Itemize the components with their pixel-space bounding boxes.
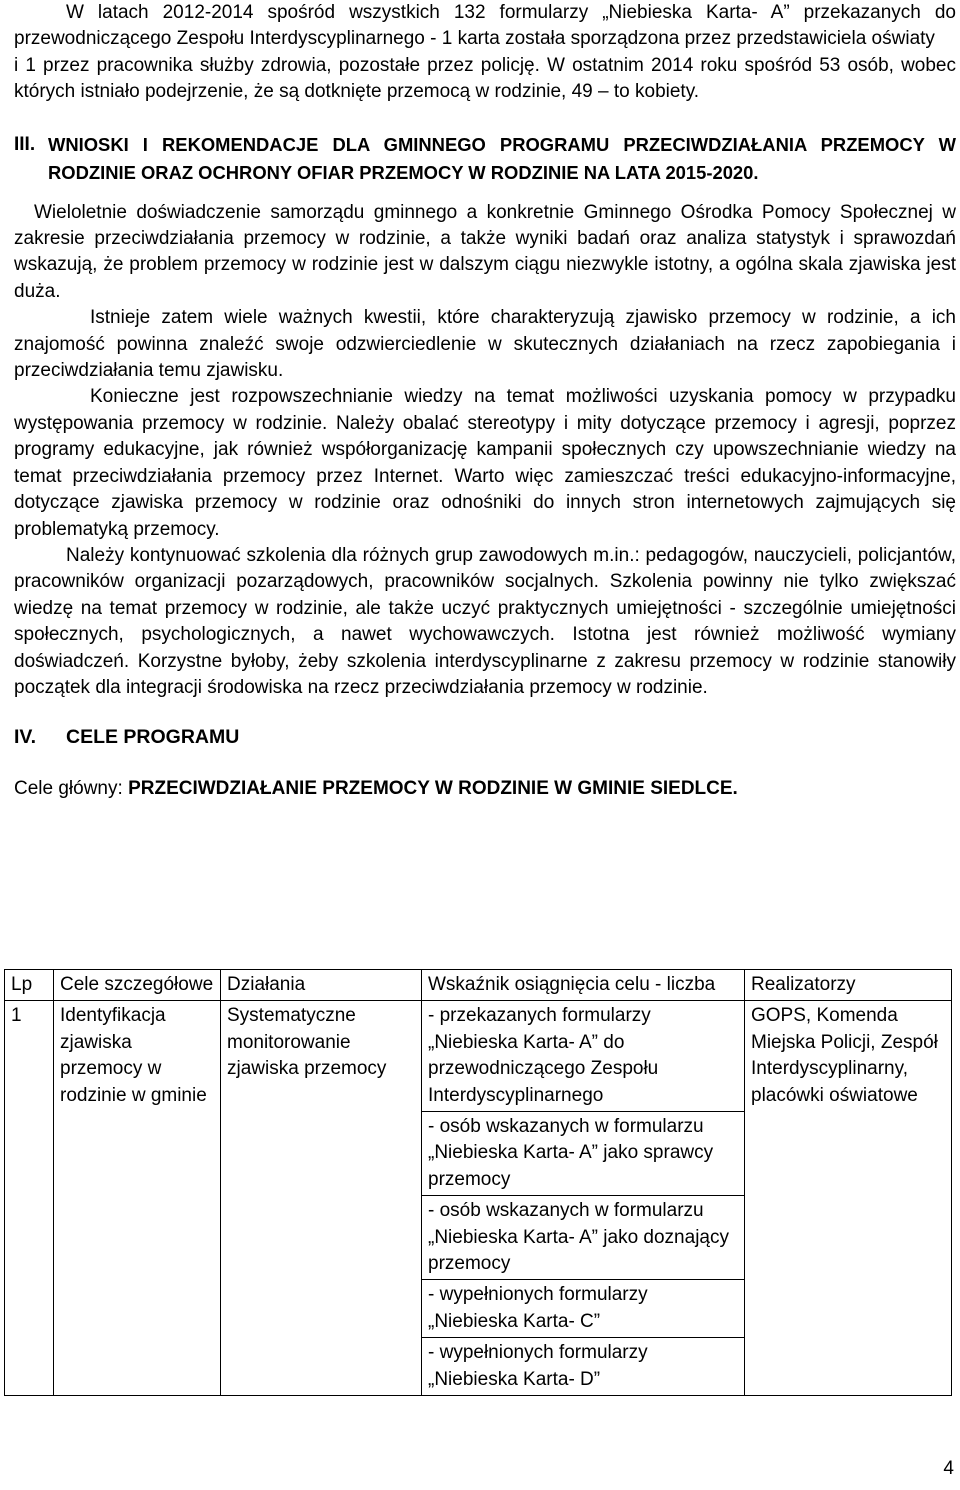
row-dzialania: Systematyczne monitorowanie zjawiska przemocy <box>221 1001 422 1396</box>
section-3-heading <box>14 131 956 187</box>
section-3-paragraph-4: Należy kontynuować szkolenia dla różnych grup zawodowych m.in.: pedagogów, nauczycieli, policjantów, pracowników organizacji pozarządowych, pracowników socjalnych. Szkolenia powinny nie tylko zwiększać wiedzę na temat przemocy w rodzinie, ale także uczyć praktycznych umiejętności - szczególnie umiejętności społecznych, psychologicznych, a nawet wychowawczych. Istotna jest również możliwość wymiany doświadczeń. Korzystne byłoby, żeby szkolenia interdyscyplinarne z zakresu przemocy w rodzinie stanowiły początek dla integracji środowiska na rzecz przeciwdziałania przemocy w rodzinie. <box>14 544 956 698</box>
row-wskazniki <box>422 1001 745 1396</box>
indicator-item: - przekazanych formularzy „Niebieska Karta- A” do przewodniczącego Zespołu Interdyscyplinarnego <box>428 1005 659 1106</box>
main-goal <box>14 775 956 803</box>
section-3-number: III. <box>14 133 36 155</box>
section-4-heading <box>14 723 956 751</box>
section-3-title: WNIOSKI I REKOMENDACJE DLA GMINNEGO PROGRAMU PRZECIWDZIAŁANIA PRZEMOCY W RODZINIE ORAZ OCHRONY OFIAR PRZEMOCY W RODZINIE NA LATA 2015-2020. <box>48 133 956 183</box>
section-3-paragraph-3: Konieczne jest rozpowszechnianie wiedzy na temat możliwości uzyskania pomocy w przypadku występowania przemocy w rodzinie. Należy obalać stereotypy i mity dotyczące przemocy i agresji, poprzez programy edukacyjne, jak również współorganizację kampanii społecznych czy upowszechnianie wiedzy na temat przeciwdziałania przemocy przez Internet. Warto więc zamieszczać treści edukacyjno-informacyjne, dotyczące zjawiska przemocy w rodzinie oraz odnośniki do innych stron internetowych zajmujących się problematyką przemocy. <box>14 386 956 540</box>
indicator-item: - osób wskazanych w formularzu „Niebieska Karta- A” jako doznający przemocy <box>422 1195 744 1279</box>
section-3-paragraph-1: Wieloletnie doświadczenie samorządu gminnego a konkretnie Gminnego Ośrodka Pomocy Społecznej w zakresie przeciwdziałania przemocy w rodzinie, a także wyniki badań oraz analiza statystyk i sprawozdań wskazują, że problem przemocy w rodzinie jest w dalszym ciągu niezwykle istotny, a ogólna skala zjawiska jest duża. <box>14 201 956 302</box>
row-realizatorzy: GOPS, Komenda Miejska Policji, Zespół Interdyscyplinarny, placówki oświatowe <box>745 1001 952 1396</box>
indicator-item: - wypełnionych formularzy „Niebieska Karta- C” <box>422 1279 744 1337</box>
row-lp: 1 <box>5 1001 54 1396</box>
section-4-title: CELE PROGRAMU <box>66 726 240 749</box>
header-dzialania: Działania <box>221 970 422 1001</box>
intro-paragraph-2: i 1 przez pracownika służby zdrowia, pozostałe przez policję. W ostatnim 2014 roku spośród 53 osób, wobec których istniało podejrzenie, że są dotknięte przemocą w rodzinie, 49 – to kobiety. <box>14 54 956 103</box>
section-4-number: IV. <box>14 726 37 749</box>
header-lp: Lp <box>5 970 54 1001</box>
table-row <box>5 1001 952 1396</box>
program-goals-table <box>4 969 952 1396</box>
main-goal-text: PRZECIWDZIAŁANIE PRZEMOCY W RODZINIE W GMINIE SIEDLCE. <box>128 778 738 800</box>
indicator-item: - osób wskazanych w formularzu „Niebieska Karta- A” jako sprawcy przemocy <box>422 1111 744 1195</box>
section-3-paragraph-2: Istnieje zatem wiele ważnych kwestii, które charakteryzują zjawisko przemocy w rodzinie, a ich znajomość powinna znaleźć swoje odzwierciedlenie w skutecznych działaniach na rzecz zapobiegania i przeciwdziałania temu zjawisku. <box>14 307 956 382</box>
main-goal-label: Cele główny: <box>14 778 129 800</box>
header-wskaznik: Wskaźnik osiągnięcia celu - liczba <box>422 970 745 1001</box>
header-realizatorzy: Realizatorzy <box>745 970 952 1001</box>
row-cel: Identyfikacja zjawiska przemocy w rodzinie w gminie <box>54 1001 221 1396</box>
header-cele-szczegolowe: Cele szczegółowe <box>54 970 221 1001</box>
document-page <box>14 0 956 803</box>
table-header-row <box>5 970 952 1001</box>
indicator-item: - wypełnionych formularzy „Niebieska Karta- D” <box>422 1337 744 1395</box>
intro-paragraph-1: W latach 2012-2014 spośród wszystkich 132 formularzy „Niebieska Karta- A” przekazanych do przewodniczącego Zespołu Interdyscyplinarnego - 1 karta została sporządzona przez przedstawiciela oświaty <box>14 2 956 50</box>
page-number: 4 <box>943 1458 954 1479</box>
